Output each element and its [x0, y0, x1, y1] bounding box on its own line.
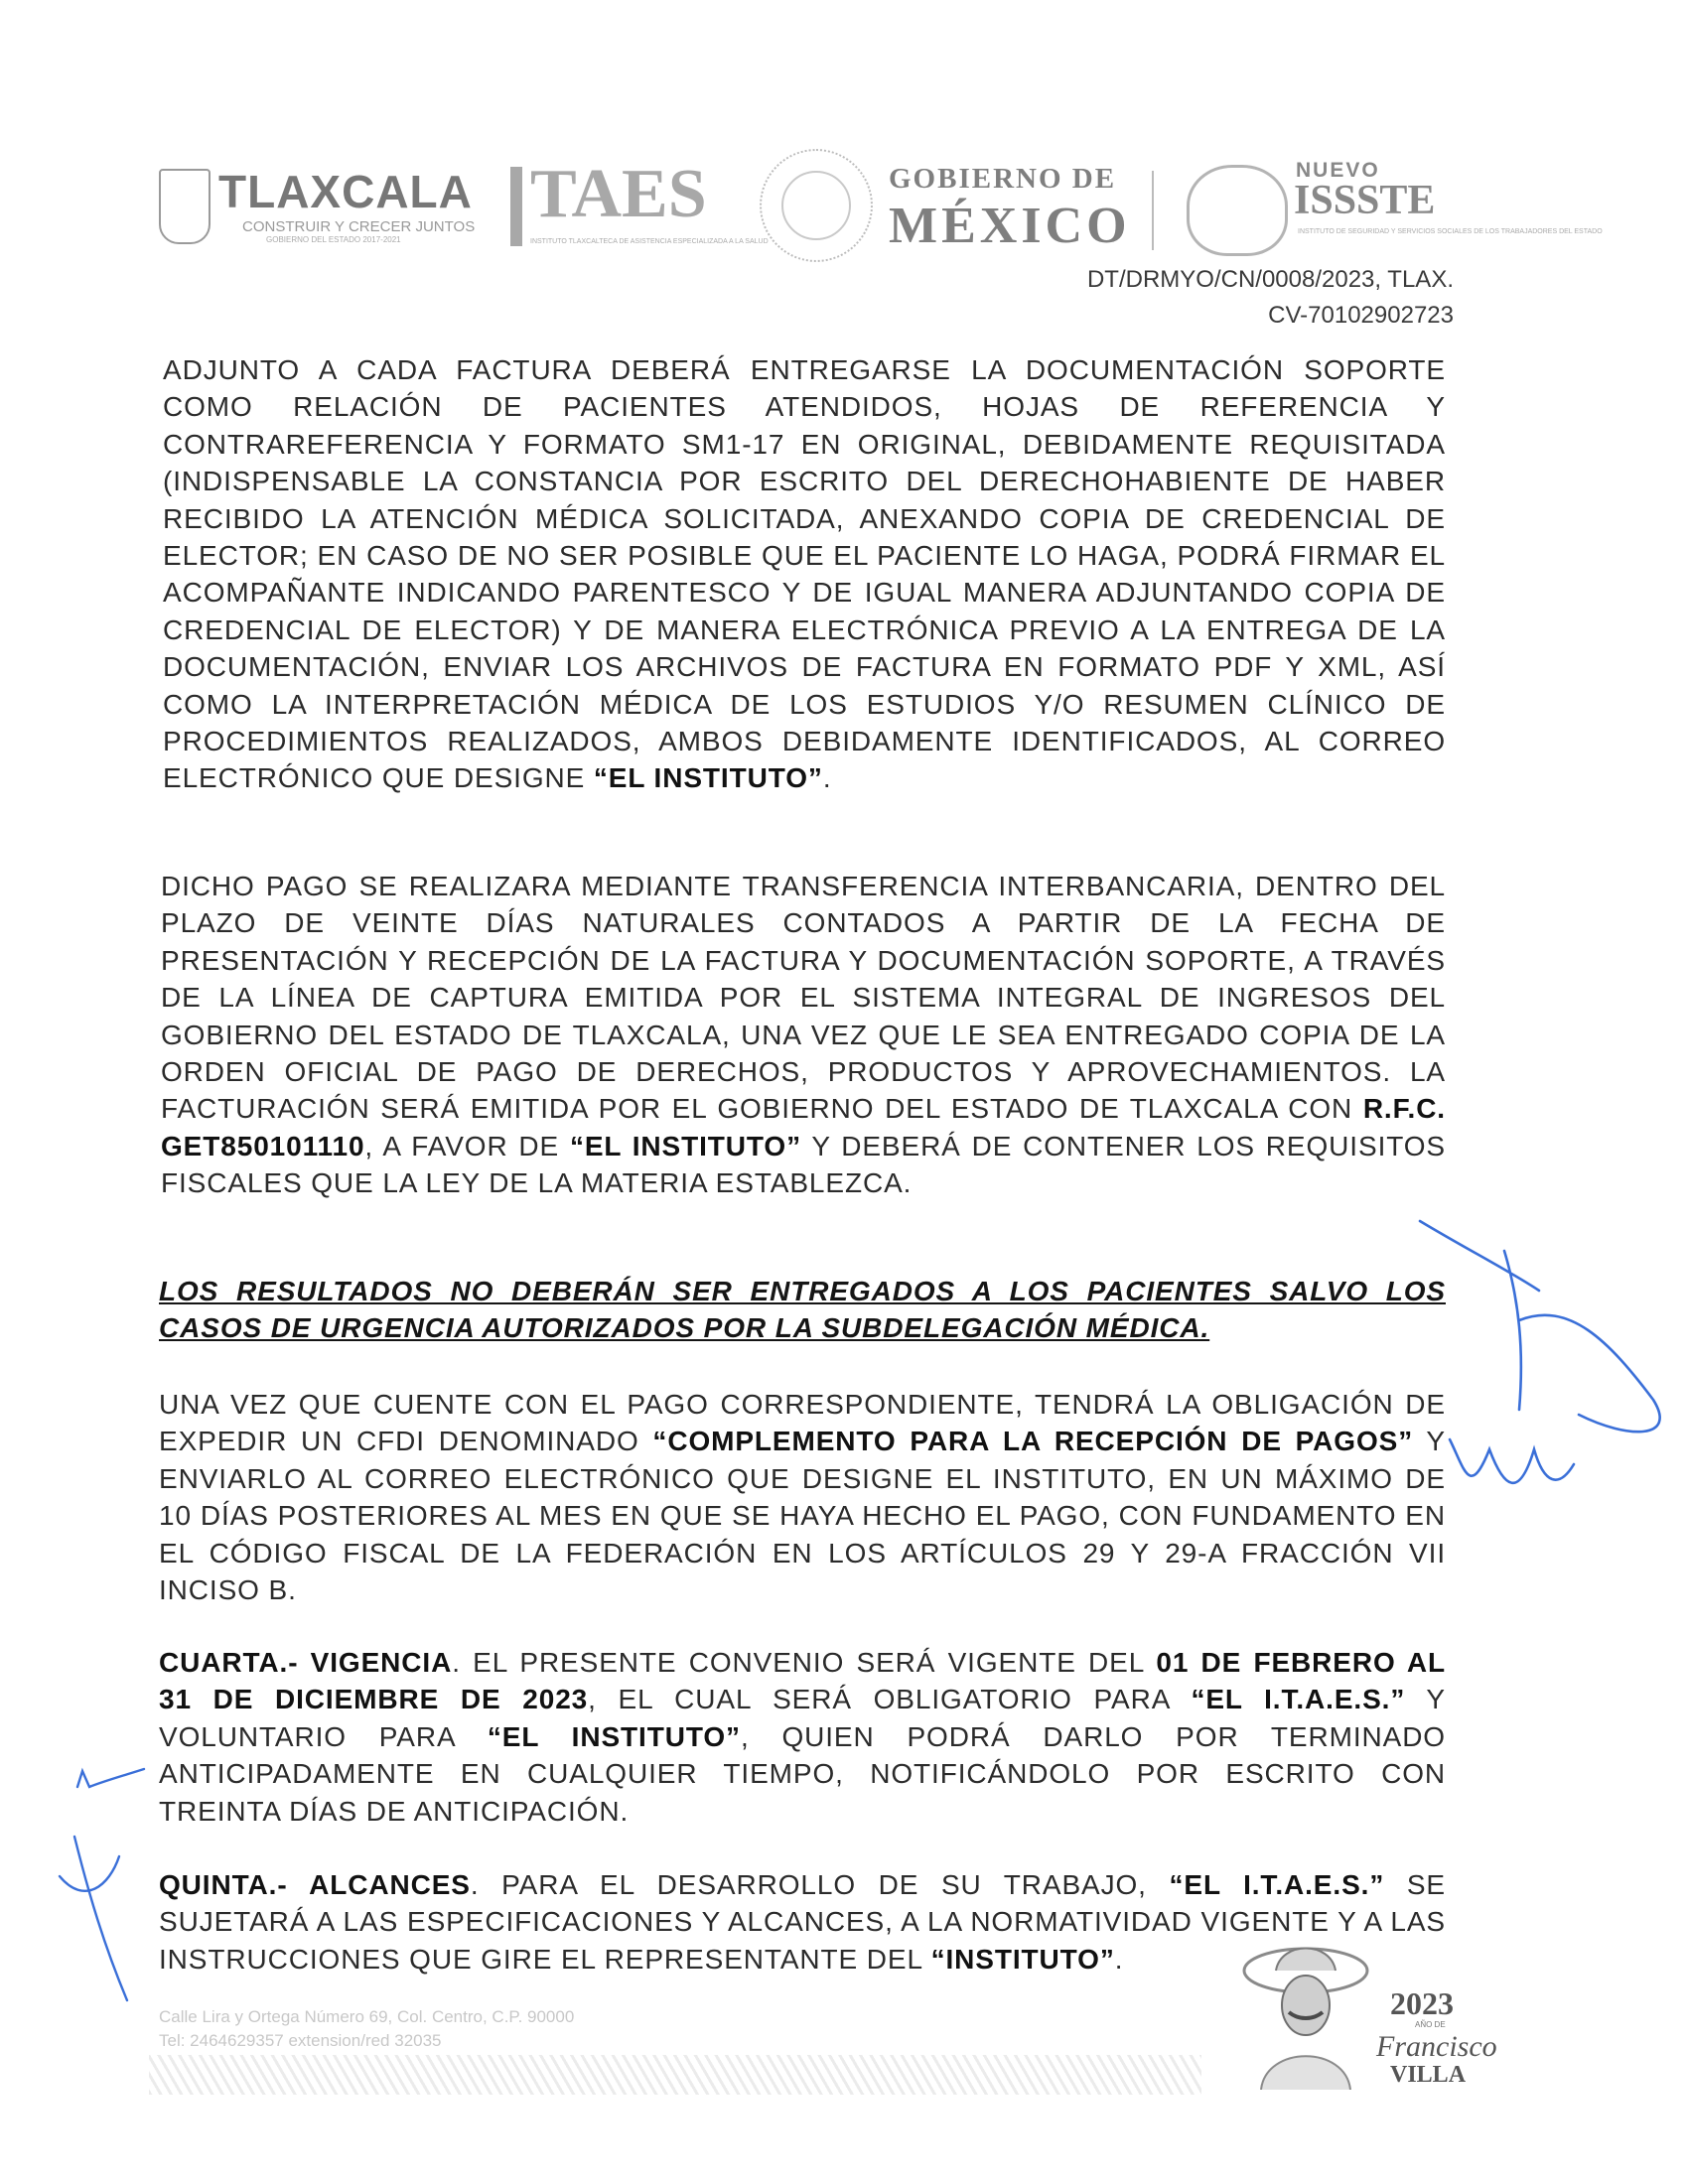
footer-decorative-pattern — [149, 2055, 1201, 2095]
tlaxcala-logo-subline: GOBIERNO DEL ESTADO 2017-2021 — [266, 235, 401, 244]
paragraph-text: . EL PRESENTE CONVENIO SERÁ VIGENTE DEL — [452, 1647, 1157, 1678]
footer-address: Calle Lira y Ortega Número 69, Col. Centro, C.P. 90000 — [159, 2007, 575, 2026]
seal-inner-ring — [781, 171, 851, 240]
national-seal-icon — [760, 149, 873, 262]
contract-reference: CV-70102902723 — [1268, 302, 1454, 329]
paragraph-results-warning: LOS RESULTADOS NO DEBERÁN SER ENTREGADOS A LOS PACIENTES SALVO LOS CASOS DE URGENCIA AUTORIZADOS POR LA SUBDELEGACIÓN MÉDICA. — [159, 1276, 1446, 1344]
initials-scribble — [50, 1757, 169, 2015]
badge-name-first: Francisco — [1376, 2030, 1497, 2063]
paragraph-payment — [161, 868, 1446, 1202]
paragraph-text: Y DEBERÁ DE CONTENER LOS REQUISITOS FISCALES QUE LA LEY DE LA MATERIA ESTABLEZCA. — [161, 1130, 1446, 1199]
logo-divider — [1152, 171, 1154, 250]
gobierno-logo-line1: GOBIERNO DE — [889, 163, 1117, 195]
paragraph-text: UNA VEZ QUE CUENTE CON EL PAGO CORRESPONDIENTE, TENDRÁ LA OBLIGACIÓN DE EXPEDIR UN CFDI DENOMINADO — [159, 1389, 1446, 1457]
badge-year: 2023 — [1390, 1985, 1454, 2021]
issste-logo-subline: INSTITUTO DE SEGURIDAD Y SERVICIOS SOCIALES DE LOS TRABAJADORES DEL ESTADO — [1298, 228, 1603, 235]
tlaxcala-logo-name: TLAXCALA — [218, 166, 473, 217]
paragraph-cfdi — [159, 1386, 1446, 1608]
tlaxcala-shield-icon — [159, 169, 211, 244]
paragraph-bold-text: “EL INSTITUTO” — [487, 1720, 741, 1752]
paragraph-bold-text: 01 DE FEBRERO AL 31 DE DICIEMBRE DE 2023 — [159, 1647, 1446, 1715]
clause-cuarta-vigencia — [159, 1644, 1446, 1830]
paragraph-text: . — [1114, 1943, 1124, 1975]
paragraph-text: DICHO PAGO SE REALIZARA MEDIANTE TRANSFERENCIA INTERBANCARIA, DENTRO DEL PLAZO DE VEINTE DÍAS NATURALES CONTADOS A PARTIR DE LA FECHA DE PRESENTACIÓN Y RECEPCIÓN DE LA FACTURA Y DOCUMENTACIÓN SOPORTE, A TRAVÉS DE LA LÍNEA DE CAPTURA EMITIDA POR EL SISTEMA INTEGRAL DE INGRESOS DEL GOBIERNO DEL ESTADO DE TLAXCALA, UNA VEZ QUE LE SEA ENTREGADO COPIA DE LA ORDEN OFICIAL DE PAGO DE DERECHOS, PRODUCTOS Y APROVECHAMIENTOS. LA FACTURACIÓN SERÁ EMITIDA POR EL GOBIERNO DEL ESTADO DE TLAXCALA CON — [161, 871, 1446, 1125]
paragraph-text: ADJUNTO A CADA FACTURA DEBERÁ ENTREGARSE LA DOCUMENTACIÓN SOPORTE COMO RELACIÓN DE PACIENTES ATENDIDOS, HOJAS DE REFERENCIA Y CONTRAREFERENCIA Y FORMATO SM1-17 EN ORIGINAL, DEBIDAMENTE REQUISITADA (INDISPENSABLE LA CONSTANCIA POR ESCRITO DEL DERECHOHABIENTE DE HABER RECIBIDO LA ATENCIÓN MÉDICA SOLICITADA, ANEXANDO COPIA DE CREDENCIAL DE ELECTOR; EN CASO DE NO SER POSIBLE QUE EL PACIENTE LO HAGA, PODRÁ FIRMAR EL ACOMPAÑANTE INDICANDO PARENTESCO Y DE IGUAL MANERA ADJUNTANDO COPIA DE CREDENCIAL DE ELECTOR) Y DE MANERA ELECTRÓNICA PREVIO A LA ENTREGA DE LA DOCUMENTACIÓN, ENVIAR LOS ARCHIVOS DE FACTURA EN FORMATO PDF Y XML, ASÍ COMO LA INTERPRETACIÓN MÉDICA DE LOS ESTUDIOS Y/O RESUMEN CLÍNICO DE PROCEDIMIENTOS REALIZADOS, AMBOS DEBIDAMENTE IDENTIFICADOS, AL CORREO ELECTRÓNICO QUE DESIGNE — [163, 354, 1446, 794]
badge-small-text: AÑO DE — [1415, 2020, 1446, 2029]
paragraph-text: . PARA EL DESARROLLO DE SU TRABAJO, — [470, 1869, 1170, 1900]
paragraph-bold-text: “EL I.T.A.E.S.” — [1169, 1869, 1385, 1900]
paragraph-text: , EL CUAL SERÁ OBLIGATORIO PARA — [588, 1684, 1192, 1715]
paragraph-documentation — [163, 351, 1446, 797]
tlaxcala-logo-tagline: CONSTRUIR Y CRECER JUNTOS — [242, 218, 476, 235]
year-badge — [1241, 1921, 1509, 2100]
paragraph-text: . — [822, 762, 832, 794]
paragraph-bold-text: R.F.C. GET850101110 — [161, 1093, 1446, 1161]
francisco-villa-portrait-icon — [1241, 1931, 1370, 2090]
issste-logo-line2: ISSSTE — [1294, 178, 1436, 223]
taes-bar-icon — [510, 167, 522, 246]
paragraph-text: SE SUJETARÁ A LAS ESPECIFICACIONES Y ALCANCES, A LA NORMATIVIDAD VIGENTE Y A LAS INSTRUCCIONES QUE GIRE EL REPRESENTANTE DEL — [159, 1869, 1446, 1975]
paragraph-bold-text: “EL I.T.A.E.S.” — [1191, 1684, 1406, 1715]
paragraph-bold-text: “EL INSTITUTO” — [593, 762, 823, 794]
taes-logo-subline: INSTITUTO TLAXCALTECA DE ASISTENCIA ESPECIALIZADA A LA SALUD — [530, 238, 769, 245]
paragraph-bold-text: “EL INSTITUTO” — [569, 1130, 801, 1161]
paragraph-text: Y ENVIARLO AL CORREO ELECTRÓNICO QUE DESIGNE EL INSTITUTO, EN UN MÁXIMO DE 10 DÍAS POSTERIORES AL MES EN QUE SE HAYA HECHO EL PAGO, CON FUNDAMENTO EN EL CÓDIGO FISCAL DE LA FEDERACIÓN EN LOS ARTÍCULOS 29 Y 29-A FRACCIÓN VII INCISO B. — [159, 1426, 1446, 1606]
paragraph-bold-text: “COMPLEMENTO PARA LA RECEPCIÓN DE PAGOS” — [652, 1426, 1414, 1457]
taes-logo-name: TAES — [530, 156, 707, 232]
document-reference: DT/DRMYO/CN/0008/2023, TLAX. — [1086, 266, 1454, 293]
gobierno-logo-line2: MÉXICO — [889, 198, 1131, 254]
badge-name-last: VILLA — [1390, 2062, 1467, 2088]
issste-logo-line1: NUEVO — [1296, 159, 1380, 182]
signature-scribble — [1410, 1211, 1688, 1529]
clause-heading: QUINTA.- ALCANCES — [159, 1869, 471, 1900]
paragraph-bold-text: “INSTITUTO” — [930, 1943, 1115, 1975]
paragraph-text: , QUIEN PODRÁ DARLO POR TERMINADO ANTICIPADAMENTE EN CUALQUIER TIEMPO, NOTIFICÁNDOLO POR ESCRITO CON TREINTA DÍAS DE ANTICIPACIÓN. — [159, 1720, 1446, 1827]
header-logos — [159, 149, 1603, 258]
paragraph-text: , A FAVOR DE — [364, 1130, 570, 1161]
issste-emblem-icon — [1187, 165, 1288, 256]
clause-heading: CUARTA.- VIGENCIA — [159, 1647, 453, 1678]
paragraph-text: Y VOLUNTARIO PARA — [159, 1684, 1446, 1752]
footer-phone: Tel: 2464629357 extension/red 32035 — [159, 2031, 442, 2050]
